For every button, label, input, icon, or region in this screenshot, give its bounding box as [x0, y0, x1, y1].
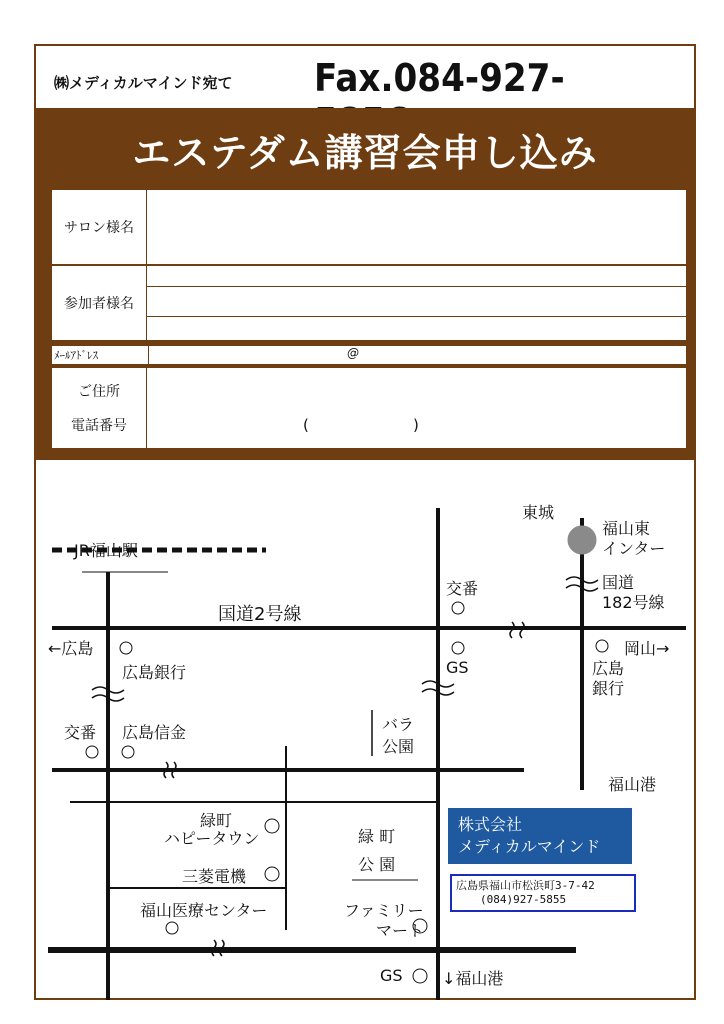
participant-divider: [147, 316, 686, 317]
fukuyama-east-ic-label: 福山東: [602, 519, 651, 538]
company-name-line1: 株式会社: [458, 815, 523, 834]
email-row: [52, 346, 686, 364]
fax-form-frame: [34, 44, 696, 1000]
midorimachi-happy-label-2: ハピータウン: [164, 829, 260, 848]
koban-center-label: 交番: [446, 579, 479, 598]
participant-label: 参加者様名: [52, 266, 147, 340]
email-at-sign: @: [347, 346, 359, 360]
phone-paren-open: (: [303, 416, 309, 434]
to-okayama-label: 岡山→: [624, 639, 670, 658]
recipient-label: ㈱メディカルマインド宛て: [54, 74, 233, 92]
hiroshima-bank-right-label-2: 銀行: [592, 679, 625, 698]
address-phone-field[interactable]: [147, 368, 686, 448]
landmark-circle-icon: [86, 746, 98, 758]
company-address: 広島県福山市松浜町3-7-42: [456, 879, 595, 892]
mitsubishi-label: 三菱電機: [182, 867, 247, 886]
familymart-label-2: マート: [376, 921, 425, 940]
landmark-circle-icon: [452, 602, 464, 614]
participant-row: [52, 266, 686, 340]
landmark-circle-icon: [265, 819, 279, 833]
to-hiroshima-label: ←広島: [48, 639, 94, 658]
salon-field[interactable]: [147, 190, 686, 264]
address-row: [52, 368, 686, 448]
company-box: [448, 808, 632, 864]
medical-center-label: 福山医療センター: [140, 901, 268, 920]
bara-park-label: バラ: [382, 715, 415, 734]
fukuyama-east-ic-label-2: インター: [602, 539, 666, 558]
address-label-cell: [52, 368, 147, 448]
salon-row: [52, 190, 686, 264]
fukuyama-port-right-label: 福山港: [608, 775, 657, 794]
fukuyama-port-bottom-label: ↓福山港: [442, 969, 504, 988]
access-map: [36, 460, 694, 1000]
fax-number: Fax.084-927-: [314, 56, 565, 100]
route182-label: 国道: [602, 573, 635, 592]
landmark-circle-icon: [265, 867, 279, 881]
midorimachi-park-label-2: 公 園: [358, 855, 396, 874]
landmark-circle-icon: [413, 969, 427, 983]
landmark-circle-icon: [596, 640, 608, 652]
participant-field[interactable]: [147, 266, 686, 340]
salon-label: サロン様名: [52, 190, 147, 264]
koban-left-label: 交番: [64, 723, 97, 742]
landmark-circle-icon: [452, 642, 464, 654]
landmark-circle-icon: [120, 642, 132, 654]
hiroshima-bank-right-label: 広島: [592, 659, 625, 678]
midorimachi-happy-label: 緑町: [200, 811, 233, 830]
route2-label: 国道2号線: [218, 604, 302, 625]
participant-divider: [147, 286, 686, 287]
familymart-label: ファミリー: [344, 901, 424, 920]
route182-label-2: 182号線: [602, 593, 665, 612]
email-label: ﾒｰﾙｱﾄﾞﾚｽ: [52, 346, 149, 364]
gs-bottom-label: GS: [380, 966, 403, 985]
form-title: エステダム講習会申し込み: [132, 131, 598, 175]
bara-park-label-2: 公園: [382, 737, 415, 756]
company-name-line2: メディカルマインド: [458, 837, 601, 856]
landmark-circle-icon: [166, 922, 178, 934]
midorimachi-park-label: 緑 町: [358, 827, 396, 846]
phone-label: 電話番号: [71, 418, 127, 434]
jr-station-label: JR福山駅: [74, 541, 138, 560]
hiroshima-shinkin-label: 広島信金: [122, 723, 187, 742]
fax-header: [36, 46, 694, 108]
email-field[interactable]: [147, 346, 686, 364]
address-label: ご住所: [78, 384, 120, 400]
company-address-box: [450, 874, 636, 912]
fukuyama-east-ic-marker: [568, 526, 596, 554]
phone-paren-close: ): [413, 416, 419, 434]
landmark-circle-icon: [122, 746, 134, 758]
hiroshima-bank-label: 広島銀行: [122, 663, 187, 682]
higashijo-label: 東城: [522, 503, 555, 522]
company-phone: (084)927-5855: [480, 893, 567, 906]
gs-center-label: GS: [446, 658, 469, 677]
